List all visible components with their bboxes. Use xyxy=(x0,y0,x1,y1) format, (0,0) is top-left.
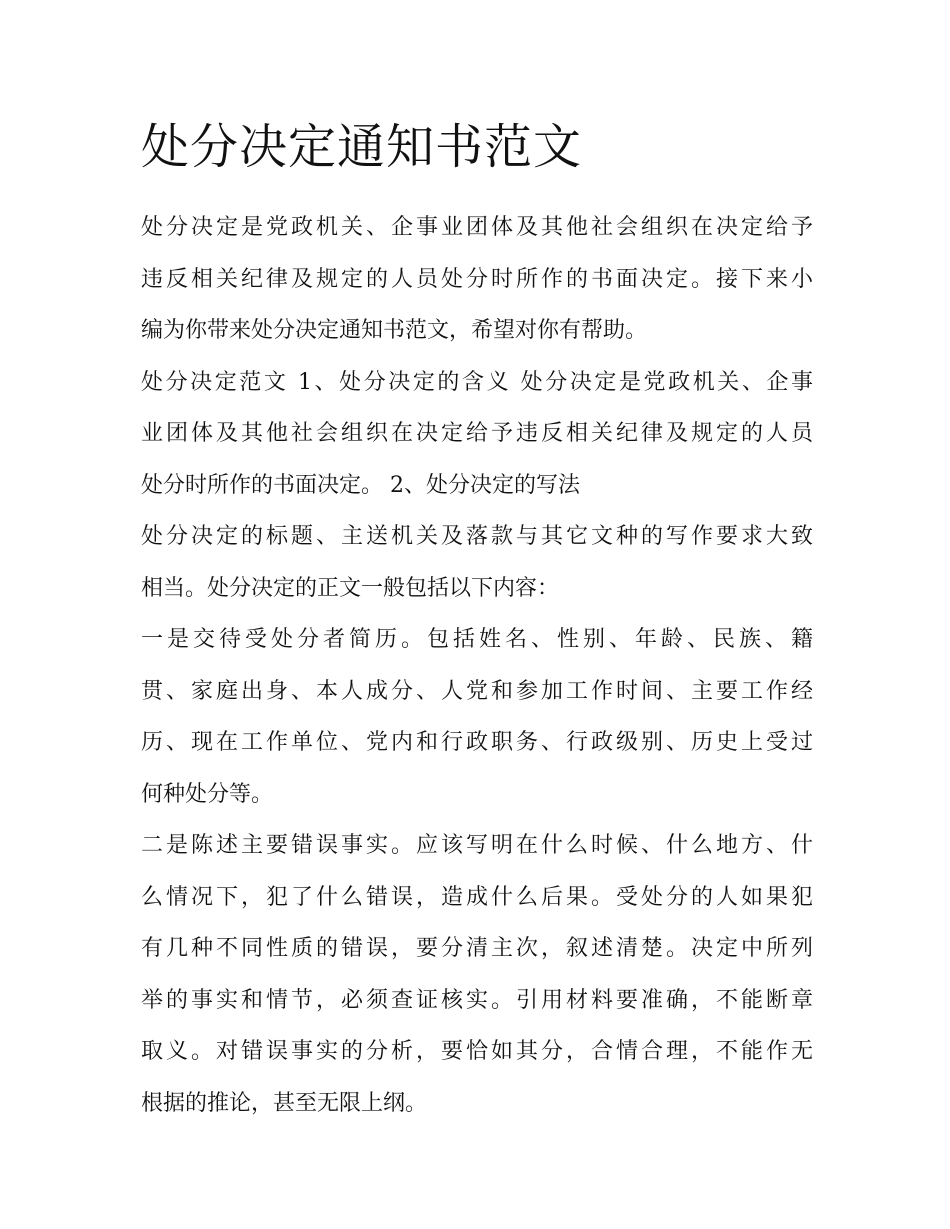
text-line: 贯、家庭出身、本人成分、人党和参加工作时间、主要工作经 xyxy=(141,678,813,704)
text-line: 有几种不同性质的错误，要分清主次，叙述清楚。决定中所列 xyxy=(141,936,813,961)
text-line: 处分时所作的书面决定。 2、处分决定的写法 xyxy=(141,472,580,498)
paragraph xyxy=(141,614,813,820)
text-line: 二是陈述主要错误事实。应该写明在什么时候、什么地方、什 xyxy=(141,833,813,858)
text-line: 取义。对错误事实的分析，要恰如其分，合情合理，不能作无 xyxy=(141,1039,813,1064)
text-line: 么情况下，犯了什么错误，造成什么后果。受处分的人如果犯 xyxy=(141,884,813,910)
paragraph xyxy=(141,820,813,1129)
text-line: 违反相关纪律及规定的人员处分时所作的书面决定。接下来小 xyxy=(141,266,813,292)
text-line: 举的事实和情节，必须查证核实。引用材料要准确，不能断章 xyxy=(141,987,813,1013)
text-line: 何种处分等。 xyxy=(141,781,274,807)
text-line: 处分决定是党政机关、企事业团体及其他社会组织在决定给予 xyxy=(141,215,813,240)
paragraph xyxy=(141,202,813,357)
text-line: 一是交待受处分者简历。包括姓名、性别、年龄、民族、籍 xyxy=(141,627,813,652)
text-line: 业团体及其他社会组织在决定给予违反相关纪律及规定的人员 xyxy=(141,421,813,446)
document-title: 处分决定通知书范文 xyxy=(141,119,583,175)
text-line: 编为你带来处分决定通知书范文，希望对你有帮助。 xyxy=(141,318,648,343)
document-page xyxy=(141,112,813,1129)
text-line: 历、现在工作单位、党内和行政职务、行政级别、历史上受过 xyxy=(141,730,813,755)
text-line: 处分决定范文 1、处分决定的含义 处分决定是党政机关、企事 xyxy=(141,369,813,395)
text-line: 根据的推论，甚至无限上纲。 xyxy=(141,1090,428,1116)
text-line: 处分决定的标题、主送机关及落款与其它文种的写作要求大致 xyxy=(141,524,813,549)
text-line: 相当。处分决定的正文一般包括以下内容： xyxy=(141,575,560,601)
paragraph xyxy=(141,511,813,614)
paragraph xyxy=(141,357,813,512)
document-body xyxy=(141,202,813,1129)
